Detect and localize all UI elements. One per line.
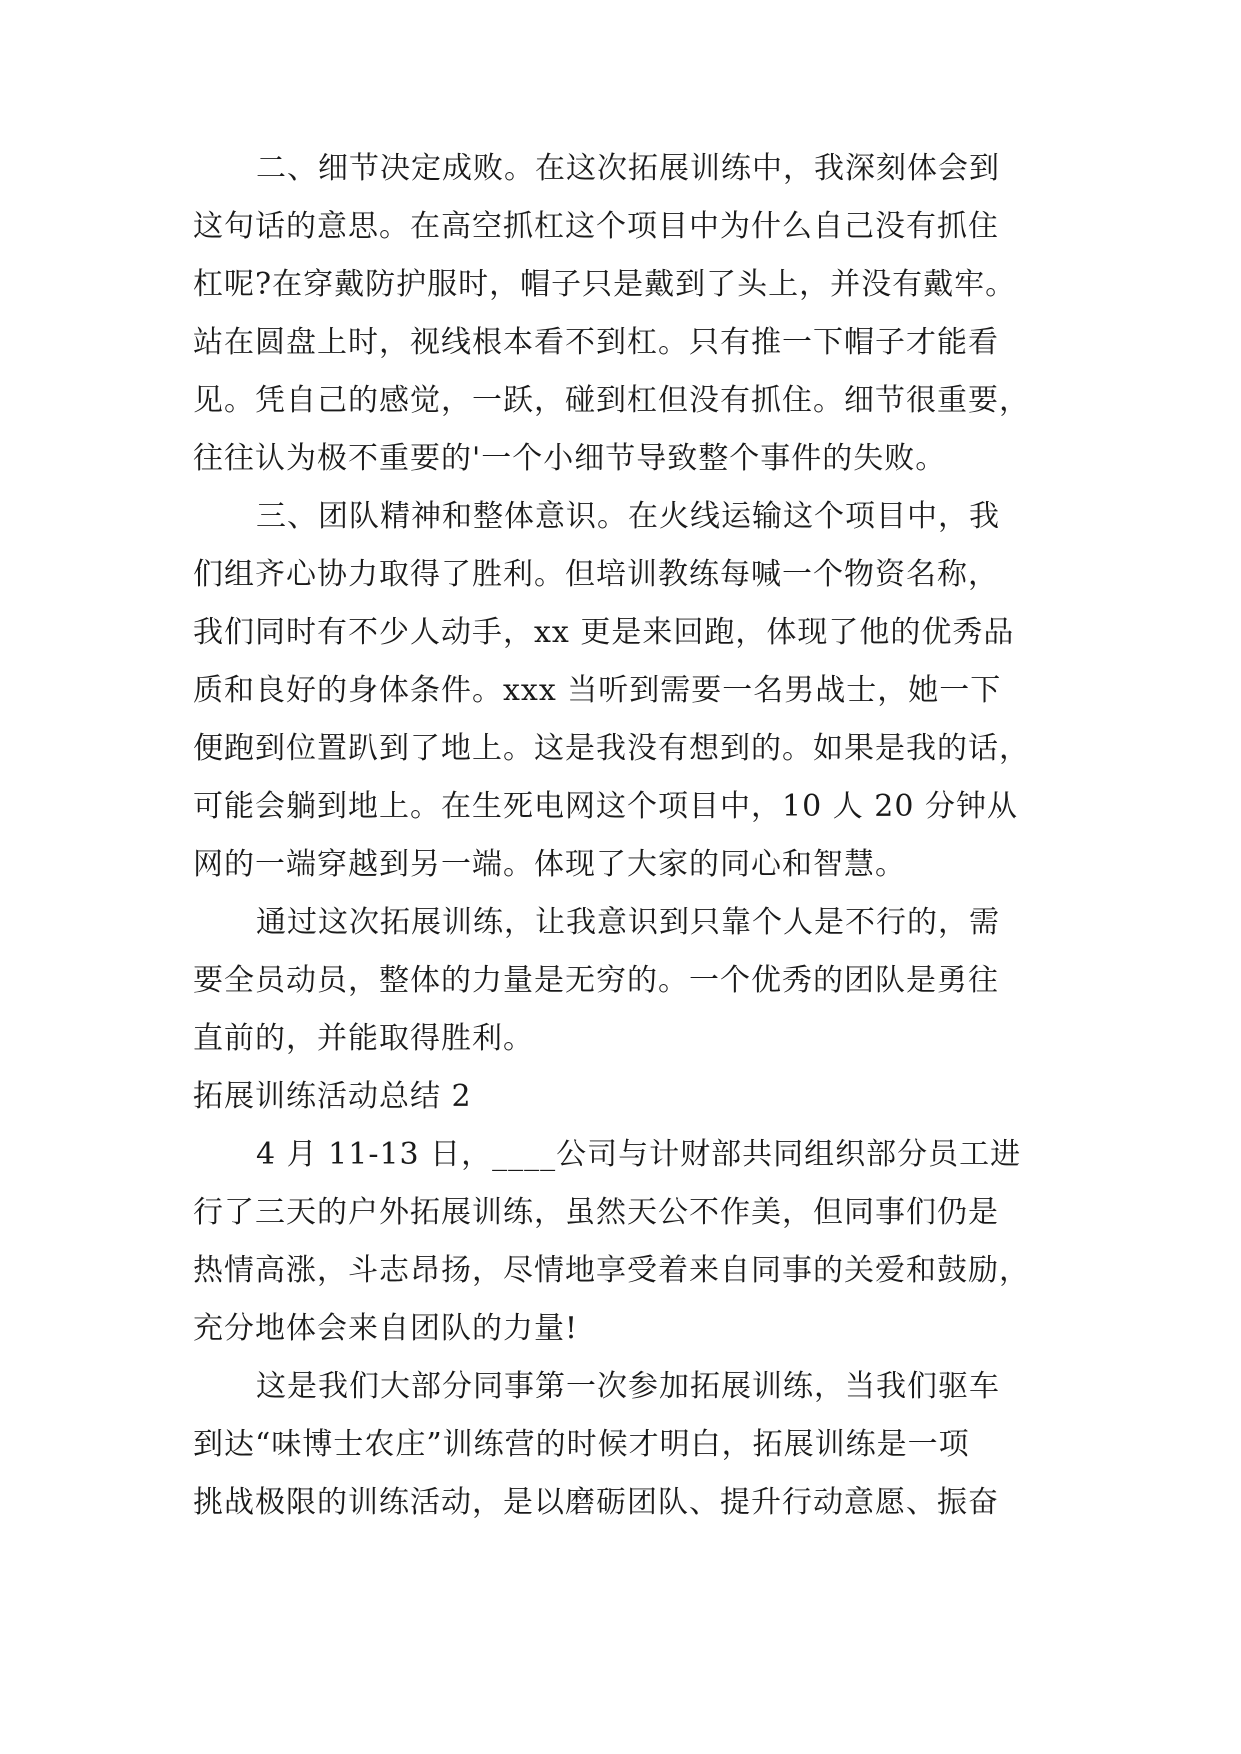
text-line: 可能会躺到地上。在生死电网这个项目中，10 人 20 分钟从	[193, 789, 1018, 824]
text-line: 到达“味博士农庄”训练营的时候才明白，拓展训练是一项	[193, 1427, 970, 1462]
text-line: 往往认为极不重要的'一个小细节导致整个事件的失败。	[193, 441, 947, 476]
text-line: 直前的，并能取得胜利。	[193, 1021, 534, 1056]
text-line: 杠呢?在穿戴防护服时，帽子只是戴到了头上，并没有戴牢。	[193, 267, 1017, 302]
text-line: 挑战极限的训练活动，是以磨砺团队、提升行动意愿、振奋	[193, 1485, 999, 1520]
text-line: 站在圆盘上时，视线根本看不到杠。只有推一下帽子才能看	[193, 325, 999, 360]
text-line: 三、团队精神和整体意识。在火线运输这个项目中，我	[256, 499, 1000, 534]
text-line: 充分地体会来自团队的力量!	[193, 1311, 579, 1346]
text-line: 4 月 11-13 日，____公司与计财部共同组织部分员工进	[256, 1137, 1022, 1172]
text-line: 网的一端穿越到另一端。体现了大家的同心和智慧。	[193, 847, 906, 882]
text-line: 热情高涨，斗志昂扬，尽情地享受着来自同事的关爱和鼓励，	[193, 1253, 1030, 1288]
text-line: 我们同时有不少人动手，xx 更是来回跑，体现了他的优秀品	[193, 615, 1015, 650]
text-line: 通过这次拓展训练，让我意识到只靠个人是不行的，需	[256, 905, 1000, 940]
text-line: 这句话的意思。在高空抓杠这个项目中为什么自己没有抓住	[193, 209, 999, 244]
text-line: 见。凭自己的感觉，一跃，碰到杠但没有抓住。细节很重要，	[193, 383, 1030, 418]
text-line: 这是我们大部分同事第一次参加拓展训练，当我们驱车	[256, 1369, 1000, 1404]
text-line: 二、细节决定成败。在这次拓展训练中，我深刻体会到	[256, 151, 1000, 186]
text-line: 行了三天的户外拓展训练，虽然天公不作美，但同事们仍是	[193, 1195, 999, 1230]
text-line: 质和良好的身体条件。xxx 当听到需要一名男战士，她一下	[193, 673, 1002, 708]
text-line: 便跑到位置趴到了地上。这是我没有想到的。如果是我的话，	[193, 731, 1030, 766]
section-heading: 拓展训练活动总结 2	[193, 1079, 472, 1114]
text-line: 们组齐心协力取得了胜利。但培训教练每喊一个物资名称，	[193, 557, 999, 592]
text-line: 要全员动员，整体的力量是无穷的。一个优秀的团队是勇往	[193, 963, 999, 998]
